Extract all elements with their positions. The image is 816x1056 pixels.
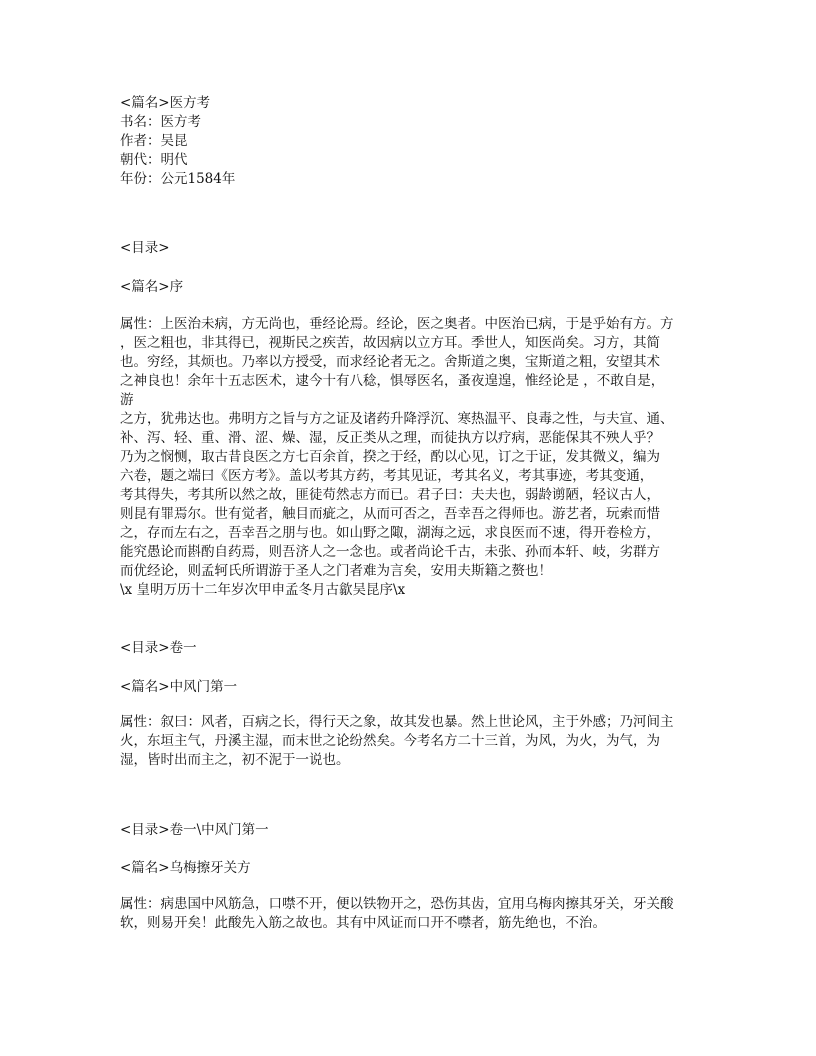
section2-line: 湿，皆时出而主之，初不泥于一说也。 [120,752,350,768]
section1-line: 则昆有罪焉尔。世有觉者，触目而疵之，从而可否之，吾幸吾之得师也。游艺者，玩索而惜 [120,506,660,522]
section2-chapter: <篇名>中风门第一 [120,679,238,695]
header-block [120,94,235,189]
section2-line: 属性：叙曰：风者，百病之长，得行天之象，故其发也暴。然上世论风，主于外感；乃河间主 [120,714,674,730]
section3-line: 软，则易开矣！此酸先入筋之故也。其有中风证而口开不噤者，筋先绝也，不治。 [120,915,606,931]
section1-line: 六卷，题之端曰《医方考》。盖以考其方药，考其见证，考其名义，考其事迹，考其变通， [120,468,654,484]
section1-line: 而优经论，则孟轲氏所谓游于圣人之门者难为言矣，安用夫斯籍之赘也！ [120,563,552,579]
section1-toc: <目录> [120,240,170,256]
section1-chapter: <篇名>序 [120,279,184,295]
section3-toc: <目录>卷一\中风门第一 [120,822,269,838]
section1-line: 补、泻、轻、重、滑、涩、燥、湿，反正类从之理，而徒执方以疗病，恶能保其不殃人乎？ [120,430,660,446]
section1-line: 属性：上医治未病，方无尚也，垂经论焉。经论，医之奥者。中医治已病，于是乎始有方。方 [120,316,674,332]
section1-line: 之，存而左右之，吾幸吾之朋与也。如山野之陬，湖海之远，求良医而不速，得开卷检方， [120,525,660,541]
header-dynasty: 朝代：明代 [120,152,188,168]
section1-body [120,315,700,600]
section1-signature: \x 皇明万历十二年岁次甲申孟冬月古歙吴昆序\x [120,582,406,598]
header-chapter: <篇名>医方考 [120,95,211,111]
header-year: 年份：公元1584年 [120,171,236,187]
section3-chapter: <篇名>乌梅擦牙关方 [120,860,251,876]
section1-line: 乃为之悯恻，取古昔良医之方七百余首，揆之于经，酌以心见，订之于证，发其微义，编为 [120,449,660,465]
section1-line: 游 [120,392,134,408]
section1-line: 能究愚论而斟酌自药焉，则吾济人之一念也。或者尚论千古，未张、孙而本轩、岐，劣群方 [120,544,660,560]
section1-line: 考其得失，考其所以然之故，匪徒苟然志方而已。君子曰：夫夫也，弱龄谫陋，轻议古人， [120,487,660,503]
header-book: 书名：医方考 [120,114,201,130]
section3-body [120,895,700,933]
section1-line: 之方，犹弗达也。弗明方之旨与方之证及诸药升降浮沉、寒热温平、良毒之性，与夫宣、通、 [120,411,674,427]
section2-line: 火，东垣主气，丹溪主湿，而末世之论纷然矣。今考名方二十三首，为风，为火，为气，为 [120,733,660,749]
section2-body [120,713,700,770]
section1-line: ，医之粗也，非其得已，视斯民之疾苦，故因病以立方耳。季世人，知医尚矣。习方，其简 [120,335,660,351]
section2-toc: <目录>卷一 [120,640,197,656]
header-author: 作者：吴昆 [120,133,188,149]
section1-line: 也。穷经，其烦也。乃率以方授受，而求经论者无之。舍斯道之奥，宝斯道之粗，安望其术 [120,354,660,370]
section1-line: 之神良也！余年十五志医术，逮今十有八稔，惧辱医名，蚤夜遑遑，惟经论是 ，不敢自是， [120,373,665,389]
section3-line: 属性：病患国中风筋急，口噤不开，便以铁物开之，恐伤其齿，宜用乌梅肉擦其牙关，牙关酸 [120,896,674,912]
